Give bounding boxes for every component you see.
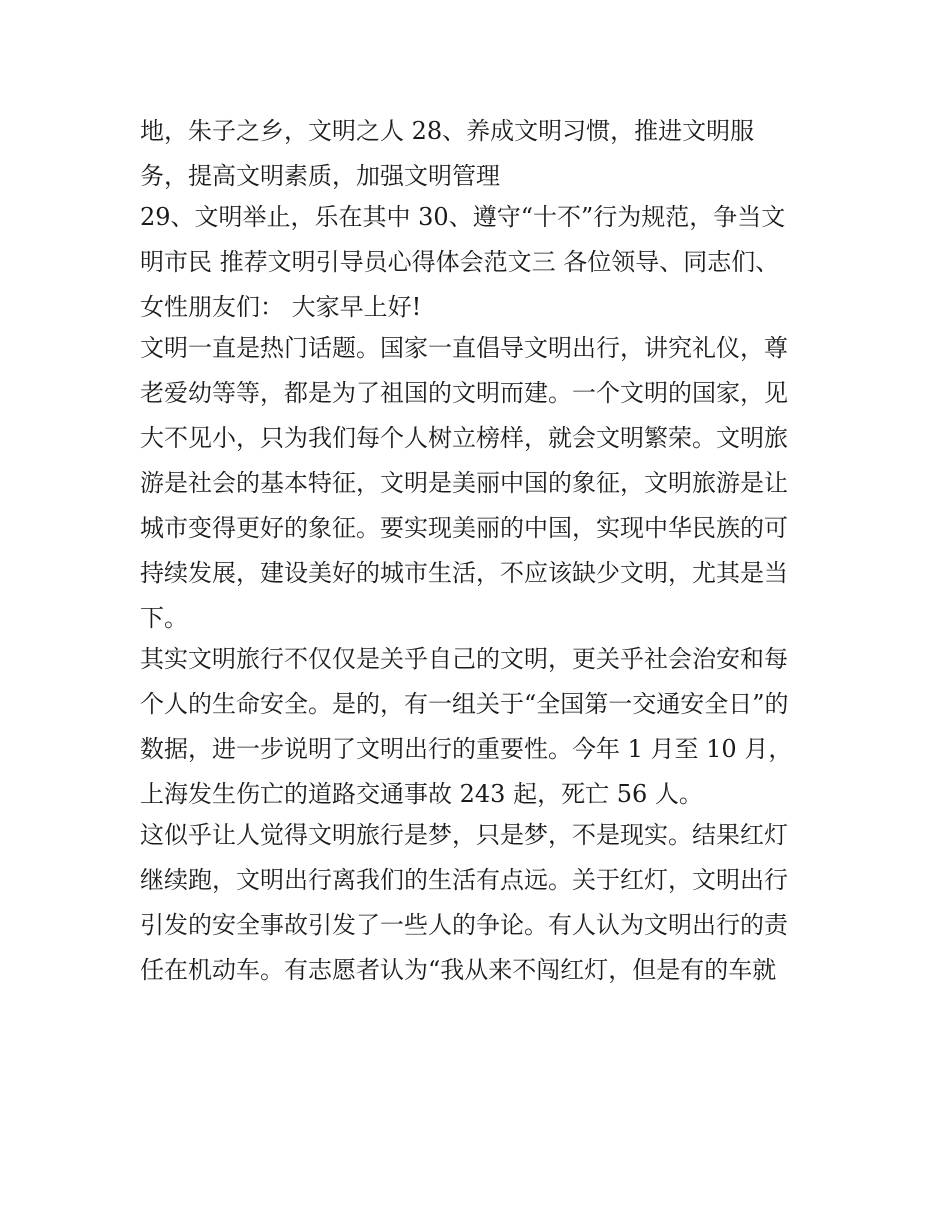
body-text (140, 109, 830, 993)
text-line: 数据，进一步说明了文明出行的重要性。今年 1 月至 10 月， (140, 735, 793, 763)
text-line: 继续跑，文明出行离我们的生活有点远。关于红灯，文明出行 (140, 866, 788, 894)
text-line: 引发的安全事故引发了一些人的争论。有人认为文明出行的责 (140, 911, 788, 939)
text-line: 持续发展，建设美好的城市生活，不应该缺少文明，尤其是当 (140, 559, 788, 587)
text-line: 务，提高文明素质，加强文明管理 (140, 162, 500, 190)
text-line: 29、文明举止，乐在其中 30、遵守“十不”行为规范，争当文 (140, 203, 786, 231)
text-line: 女性朋友们： 大家早上好! (140, 293, 422, 321)
text-line: 文明一直是热门话题。国家一直倡导文明出行，讲究礼仪，尊 (140, 334, 788, 362)
text-line: 地，朱子之乡，文明之人 28、养成文明习惯，推进文明服 (140, 117, 755, 145)
text-line: 上海发生伤亡的道路交通事故 243 起，死亡 56 人。 (140, 780, 703, 808)
text-line: 任在机动车。有志愿者认为“我从来不闯红灯，但是有的车就 (140, 956, 777, 984)
text-line: 大不见小，只为我们每个人树立榜样，就会文明繁荣。文明旅 (140, 424, 788, 452)
text-line: 个人的生命安全。是的，有一组关于“全国第一交通安全日”的 (140, 690, 789, 718)
text-line: 下。 (140, 604, 188, 632)
text-line: 老爱幼等等，都是为了祖国的文明而建。一个文明的国家，见 (140, 379, 788, 407)
text-line: 游是社会的基本特征，文明是美丽中国的象征，文明旅游是让 (140, 469, 788, 497)
text-line: 城市变得更好的象征。要实现美丽的中国，实现中华民族的可 (140, 514, 788, 542)
text-line: 其实文明旅行不仅仅是关乎自己的文明，更关乎社会治安和每 (140, 645, 788, 673)
text-line: 明市民 推荐文明引导员心得体会范文三 各位领导、同志们、 (140, 248, 780, 276)
text-line: 这似乎让人觉得文明旅行是梦，只是梦，不是现实。结果红灯 (140, 821, 788, 849)
